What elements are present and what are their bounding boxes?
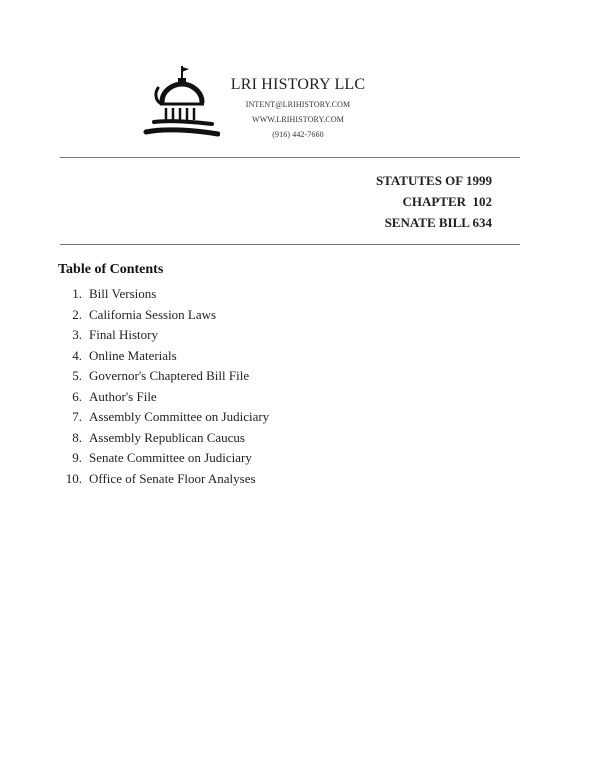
toc-item[interactable] [58,284,269,305]
toc-item-label: Office of Senate Floor Analyses [89,470,256,486]
toc-item-label: Author's File [89,388,157,404]
toc-item-number: 7. [72,409,82,425]
toc-item[interactable] [58,428,269,449]
letterhead [218,76,378,139]
toc-item-label: Final History [89,327,158,343]
toc-item-number: 1. [72,286,82,302]
toc-item-label: Online Materials [89,347,177,363]
toc-item[interactable] [58,305,269,326]
toc-item[interactable] [58,366,269,387]
chapter-number: CHAPTER 102 [402,194,492,209]
toc-item[interactable] [58,346,269,367]
company-name: LRI HISTORY LLC [230,76,366,93]
toc-item[interactable] [58,387,269,408]
toc-item-number: 10. [65,470,82,486]
toc-item-number: 3. [72,327,82,343]
toc-item[interactable] [58,407,269,428]
toc-item[interactable] [58,325,269,346]
toc-item-label: Assembly Republican Caucus [89,429,245,445]
toc-item-label: Senate Committee on Judiciary [89,450,252,466]
toc-item-label: Governor's Chaptered Bill File [89,368,250,384]
toc-item-number: 2. [72,306,82,322]
toc-item-label: California Session Laws [89,306,217,322]
toc-list [58,284,269,489]
toc-item-label: Assembly Committee on Judiciary [89,409,270,425]
toc-item[interactable] [58,469,269,490]
toc-item[interactable] [58,448,269,469]
company-website: WWW.LRIHISTORY.COM [252,115,344,124]
toc-item-number: 5. [72,368,82,384]
toc-title: Table of Contents [58,262,164,277]
toc-item-number: 9. [72,450,82,466]
divider-top [60,157,520,158]
statute-year: STATUTES OF 1999 [375,173,492,188]
company-phone: (916) 442-7660 [272,130,324,139]
bill-number: SENATE BILL 634 [384,215,492,230]
toc-item-number: 6. [72,388,82,404]
statute-block [376,170,492,233]
toc-item-label: Bill Versions [89,286,157,302]
company-email: INTENT@LRIHISTORY.COM [245,100,351,109]
capitol-dome-icon [140,62,220,144]
toc-item-number: 4. [72,347,82,363]
toc-item-number: 8. [72,429,82,445]
divider-bottom [60,244,520,245]
